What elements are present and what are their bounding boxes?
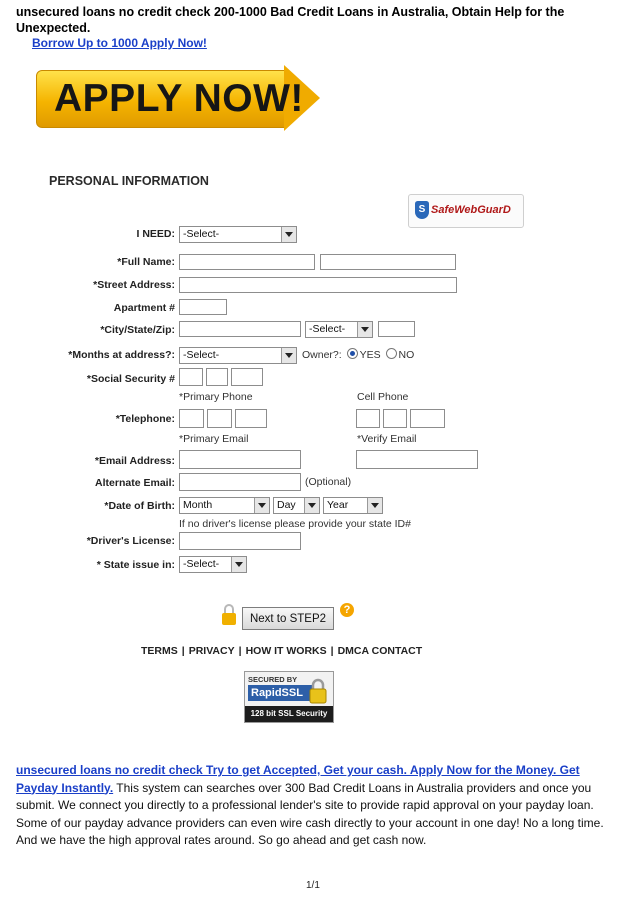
optional-note: (Optional) [305,476,352,488]
verify-email-label: *Verify Email [357,433,417,445]
primary-phone-label: *Primary Phone [179,391,253,403]
chevron-down-icon [231,557,246,572]
last-name-input[interactable] [320,254,456,270]
zip-input[interactable] [378,321,415,337]
terms-link[interactable]: TERMS [141,645,178,657]
badge-label: SafeWebGuarD [431,204,511,216]
alt-email-label: Alternate Email: [95,477,175,489]
phone-prefix-input[interactable] [207,409,232,428]
dob-year-value: Year [327,499,349,511]
owner-group [302,348,414,361]
rapidssl-seal [244,671,334,723]
apartment-input[interactable] [179,299,227,315]
state-select[interactable] [305,321,373,338]
email-input[interactable] [179,450,301,469]
apply-now-banner[interactable] [36,66,320,130]
city-input[interactable] [179,321,301,337]
state-issue-value: -Select- [183,558,220,570]
ssn-part1-input[interactable] [179,368,203,386]
dob-day-value: Day [277,499,296,511]
next-step-button[interactable]: Next to STEP2 [242,607,334,630]
chevron-down-icon [367,498,382,513]
how-it-works-link[interactable]: HOW IT WORKS [245,645,327,657]
phone-area-input[interactable] [179,409,204,428]
ssl-brand: RapidSSL [248,685,313,701]
privacy-link[interactable]: PRIVACY [188,645,235,657]
shield-icon: S [415,201,429,219]
chevron-down-icon [304,498,319,513]
dob-label: *Date of Birth: [104,500,175,512]
street-input[interactable] [179,277,457,293]
owner-yes-label: YES [359,349,381,361]
dob-year-select[interactable] [323,497,383,514]
dob-month-value: Month [183,499,213,511]
page-number: 1/1 [306,880,320,891]
full-name-label: *Full Name: [117,256,175,268]
license-note: If no driver's license please provide your state ID# [179,518,411,530]
verify-email-input[interactable] [356,450,478,469]
need-label: I NEED: [136,228,175,240]
license-label: *Driver's License: [86,535,175,547]
footer-links: TERMS | PRIVACY | HOW IT WORKS | DMCA CONTACT [137,645,426,657]
borrow-apply-link[interactable]: Borrow Up to 1000 Apply Now! [32,36,207,50]
alt-email-input[interactable] [179,473,301,491]
months-select[interactable] [179,347,297,364]
months-select-value: -Select- [183,349,220,361]
city-label: *City/State/Zip: [100,324,175,336]
cell-phone-label: Cell Phone [357,391,409,403]
payday-link[interactable]: unsecured loans no credit check Try to get Accepted, Get your cash. Apply Now for the Money. Get Payday Instantly. [16,763,580,795]
cell-prefix-input[interactable] [383,409,407,428]
chevron-down-icon [281,227,296,242]
padlock-icon [309,678,327,704]
state-select-value: -Select- [309,323,346,335]
banner-text: APPLY NOW! [54,77,304,120]
cell-line-input[interactable] [410,409,445,428]
phone-line-input[interactable] [235,409,267,428]
ssn-label: *Social Security # [86,373,175,385]
description-text: This system can searches over 300 Bad Credit Loans in Australia providers and once you submit. We connect you directly to a professional lender's site to provide rapid approval on your payday loan. Some of our payday advance providers can even wire cash directly to your account in one day! No a long time. And we have the high approval rates around. So go ahead and get cash now. [16,780,604,847]
months-label: *Months at address?: [68,349,175,361]
chevron-down-icon [254,498,269,513]
owner-no-radio[interactable] [386,348,397,359]
cell-area-input[interactable] [356,409,380,428]
state-issue-select[interactable] [179,556,247,573]
lock-icon [222,604,236,626]
dmca-contact-link[interactable]: DMCA CONTACT [337,645,423,657]
page-title: unsecured loans no credit check 200-1000 Bad Credit Loans in Australia, Obtain Help for the Unexpected. [16,5,565,35]
owner-no-label: NO [398,349,415,361]
help-icon[interactable]: ? [340,603,354,617]
email-label: *Email Address: [94,455,175,467]
first-name-input[interactable] [179,254,315,270]
dob-month-select[interactable] [179,497,270,514]
need-select[interactable] [179,226,297,243]
dob-day-select[interactable] [273,497,320,514]
section-title: PERSONAL INFORMATION [49,174,209,188]
state-issue-label: * State issue in: [96,559,175,571]
owner-label: Owner?: [302,349,342,361]
need-select-value: -Select- [183,228,220,240]
license-input[interactable] [179,532,301,550]
ssn-part2-input[interactable] [206,368,228,386]
apartment-label: Apartment # [113,302,175,314]
ssl-top-text: SECURED BY [248,675,298,684]
description-paragraph [16,762,610,850]
telephone-label: *Telephone: [115,413,175,425]
owner-yes-radio[interactable] [347,348,358,359]
safewebguard-badge [408,194,524,228]
ssl-bottom-text: 128 bit SSL Security [245,706,333,722]
primary-email-label: *Primary Email [179,433,249,445]
ssn-part3-input[interactable] [231,368,263,386]
chevron-down-icon [281,348,296,363]
street-label: *Street Address: [93,279,175,291]
chevron-down-icon [357,322,372,337]
